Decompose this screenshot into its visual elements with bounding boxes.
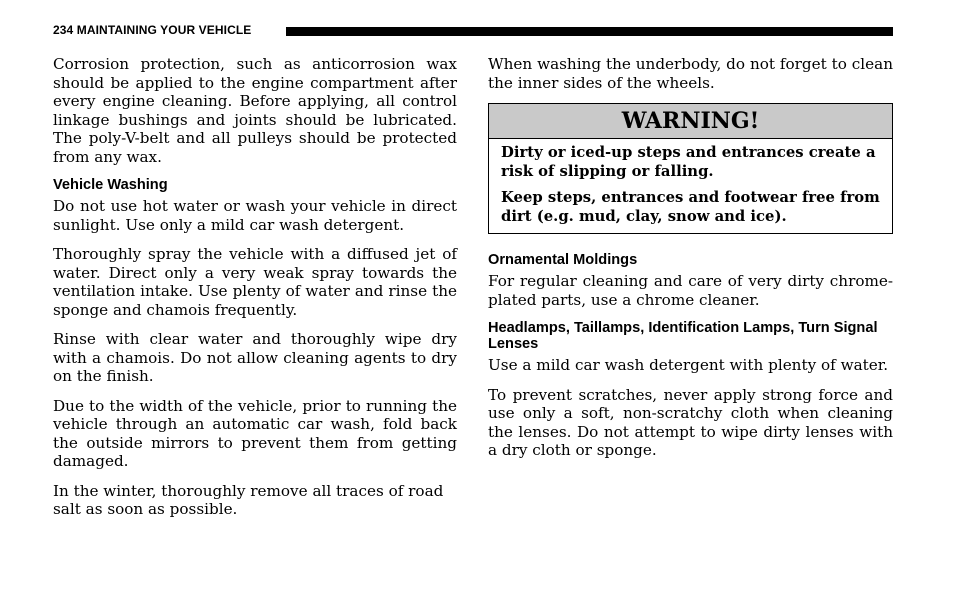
vehicle-washing-paragraph-2: Thoroughly spray the vehicle with a diffused jet of water. Direct only a very weak spray towards the ventilation intake. Use plenty of water and rinse the sponge and chamois frequently. bbox=[53, 245, 457, 319]
vehicle-washing-paragraph-4: Due to the width of the vehicle, prior to running the vehicle through an automatic car wash, fold back the outside mirrors to prevent them from getting damaged. bbox=[53, 396, 457, 470]
corrosion-paragraph: Corrosion protection, such as anticorrosion wax should be applied to the engine compartment after every engine cleaning. Before applying, all control linkage bushings and joints should be lubricated. The poly-V-belt and all pulleys should be protected from any wax. bbox=[53, 55, 457, 166]
lamps-paragraph-2: To prevent scratches, never apply strong force and use only a soft, non-scratchy cloth when cleaning the lenses. Do not attempt to wipe dirty lenses with a dry cloth or sponge. bbox=[488, 385, 893, 459]
vehicle-washing-heading: Vehicle Washing bbox=[53, 177, 168, 193]
ornamental-moldings-paragraph: For regular cleaning and care of very dirty chrome-plated parts, use a chrome cleaner. bbox=[488, 272, 893, 309]
vehicle-washing-paragraph-1: Do not use hot water or wash your vehicle in direct sunlight. Use only a mild car wash detergent. bbox=[53, 197, 457, 234]
warning-title: WARNING! bbox=[489, 104, 892, 139]
warning-body bbox=[489, 139, 892, 233]
ornamental-moldings-heading: Ornamental Moldings bbox=[488, 252, 638, 268]
vehicle-washing-paragraph-5: In the winter, thoroughly remove all traces of road salt as soon as possible. bbox=[53, 481, 444, 518]
warning-line-2: Keep steps, entrances and footwear free from dirt (e.g. mud, clay, snow and ice). bbox=[501, 189, 880, 225]
warning-box bbox=[488, 103, 893, 234]
lamps-paragraph-1: Use a mild car wash detergent with plenty of water. bbox=[488, 356, 889, 374]
page-header bbox=[53, 22, 893, 40]
lamps-heading: Headlamps, Taillamps, Identification Lamps, Turn Signal Lenses bbox=[488, 320, 878, 352]
page-header-label: 234 MAINTAINING YOUR VEHICLE bbox=[53, 23, 252, 37]
right-column bbox=[488, 55, 893, 471]
warning-line-1: Dirty or iced-up steps and entrances create a risk of slipping or falling. bbox=[501, 144, 876, 180]
left-column bbox=[53, 55, 457, 530]
header-rule bbox=[286, 27, 893, 36]
vehicle-washing-paragraph-3: Rinse with clear water and thoroughly wipe dry with a chamois. Do not allow cleaning agents to dry on the finish. bbox=[53, 330, 457, 385]
underbody-paragraph: When washing the underbody, do not forget to clean the inner sides of the wheels. bbox=[488, 55, 893, 92]
